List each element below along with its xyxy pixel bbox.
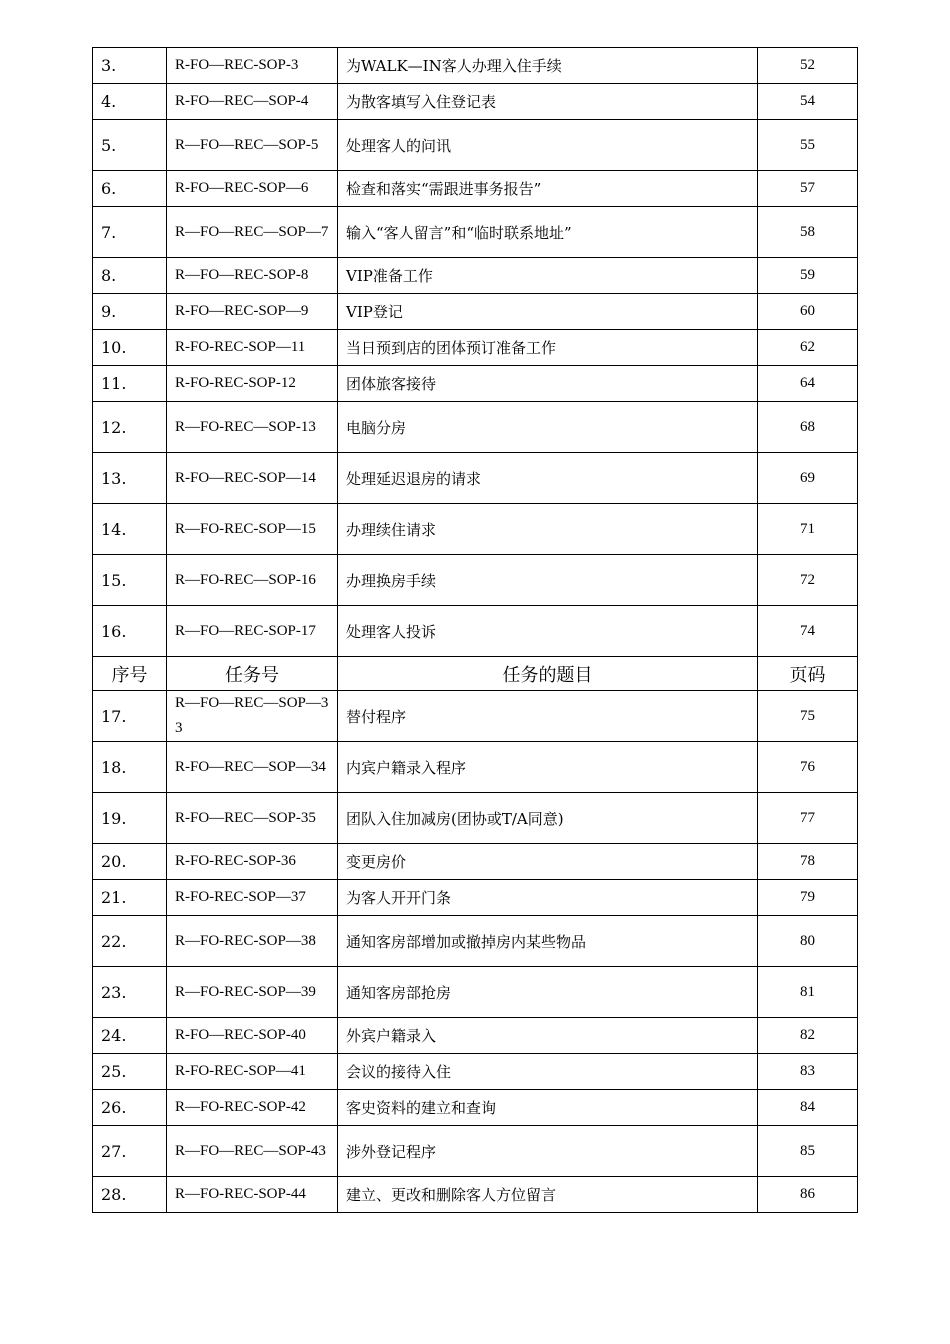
table-row: [93, 1018, 858, 1054]
table-row: [93, 606, 858, 657]
row-number: 23.: [93, 967, 167, 1018]
table-row: [93, 207, 858, 258]
row-number: 19.: [93, 793, 167, 844]
task-title: 处理客人的问讯: [338, 120, 758, 171]
table-row: [93, 691, 858, 742]
table-row: [93, 1177, 858, 1213]
table-row: [93, 258, 858, 294]
table-header-row: [93, 657, 858, 691]
table-row: [93, 916, 858, 967]
task-title: 外宾户籍录入: [338, 1018, 758, 1054]
table-row: [93, 967, 858, 1018]
row-number: 27.: [93, 1126, 167, 1177]
row-number: 13.: [93, 453, 167, 504]
task-title: 通知客房部增加或撤掉房内某些物品: [338, 916, 758, 967]
task-title: 内宾户籍录入程序: [338, 742, 758, 793]
table-row: [93, 171, 858, 207]
page-number: 85: [758, 1126, 858, 1177]
task-title: 办理续住请求: [338, 504, 758, 555]
row-number: 21.: [93, 880, 167, 916]
page-number: 71: [758, 504, 858, 555]
page-number: 86: [758, 1177, 858, 1213]
task-code: R-FO-REC-SOP—11: [167, 330, 338, 366]
task-code: R—FO—REC—SOP-5: [167, 120, 338, 171]
page-number: 60: [758, 294, 858, 330]
row-number: 25.: [93, 1054, 167, 1090]
task-title: 团队入住加减房(团协或T/A同意): [338, 793, 758, 844]
page-number: 57: [758, 171, 858, 207]
row-number: 4.: [93, 84, 167, 120]
table-row: [93, 402, 858, 453]
row-number: 24.: [93, 1018, 167, 1054]
table-row: [93, 555, 858, 606]
page-number: 82: [758, 1018, 858, 1054]
row-number: 28.: [93, 1177, 167, 1213]
table-header-section: [93, 657, 858, 691]
task-code: R—FO-REC-SOP-42: [167, 1090, 338, 1126]
page-number: 76: [758, 742, 858, 793]
row-number: 10.: [93, 330, 167, 366]
task-code: R-FO—REC-SOP-3: [167, 48, 338, 84]
task-title: 为WALK—IN客人办理入住手续: [338, 48, 758, 84]
task-title: 会议的接待入住: [338, 1054, 758, 1090]
task-title: 变更房价: [338, 844, 758, 880]
row-number: 12.: [93, 402, 167, 453]
page-number: 75: [758, 691, 858, 742]
page-number: 64: [758, 366, 858, 402]
table-row: [93, 366, 858, 402]
page-number: 81: [758, 967, 858, 1018]
task-code: R-FO-REC-SOP-12: [167, 366, 338, 402]
page-number: 78: [758, 844, 858, 880]
task-title: 处理客人投诉: [338, 606, 758, 657]
table-row: [93, 120, 858, 171]
table-row: [93, 330, 858, 366]
task-code: R—FO—REC-SOP-8: [167, 258, 338, 294]
task-code: R-FO—REC—SOP-4: [167, 84, 338, 120]
row-number: 9.: [93, 294, 167, 330]
task-title: 当日预到店的团体预订准备工作: [338, 330, 758, 366]
task-code: R-FO-REC-SOP-36: [167, 844, 338, 880]
task-title: 为散客填写入住登记表: [338, 84, 758, 120]
row-number: 8.: [93, 258, 167, 294]
table-row: [93, 1054, 858, 1090]
row-number: 11.: [93, 366, 167, 402]
task-code: R—FO-REC-SOP—39: [167, 967, 338, 1018]
task-title: VIP准备工作: [338, 258, 758, 294]
task-code: R—FO—REC—SOP—7: [167, 207, 338, 258]
page-number: 83: [758, 1054, 858, 1090]
task-title: 电脑分房: [338, 402, 758, 453]
task-code: R—FO-REC—SOP-16: [167, 555, 338, 606]
page-number: 62: [758, 330, 858, 366]
sop-index-table: [92, 47, 858, 1213]
task-code: R—FO-REC-SOP—38: [167, 916, 338, 967]
task-code: R-FO—REC-SOP—9: [167, 294, 338, 330]
task-code: R-FO—REC-SOP-40: [167, 1018, 338, 1054]
task-code: R—FO—REC-SOP-17: [167, 606, 338, 657]
task-code: R—FO-REC-SOP—15: [167, 504, 338, 555]
task-code: R-FO—REC—SOP-35: [167, 793, 338, 844]
task-title: VIP登记: [338, 294, 758, 330]
row-number: 3.: [93, 48, 167, 84]
task-code: R-FO—REC-SOP—14: [167, 453, 338, 504]
table-row: [93, 1126, 858, 1177]
page-number: 68: [758, 402, 858, 453]
table-row: [93, 844, 858, 880]
table-row: [93, 504, 858, 555]
page-number: 59: [758, 258, 858, 294]
task-code: R-FO—REC—SOP—34: [167, 742, 338, 793]
task-code: R—FO—REC—SOP—33: [167, 691, 338, 742]
row-number: 6.: [93, 171, 167, 207]
page-number: 84: [758, 1090, 858, 1126]
table-row: [93, 742, 858, 793]
task-title: 办理换房手续: [338, 555, 758, 606]
row-number: 18.: [93, 742, 167, 793]
row-number: 22.: [93, 916, 167, 967]
page-number: 79: [758, 880, 858, 916]
table-row: [93, 48, 858, 84]
header-num: 序号: [93, 657, 167, 691]
task-title: 涉外登记程序: [338, 1126, 758, 1177]
task-title: 通知客房部抢房: [338, 967, 758, 1018]
page-number: 74: [758, 606, 858, 657]
page-number: 58: [758, 207, 858, 258]
task-title: 客史资料的建立和查询: [338, 1090, 758, 1126]
header-page: 页码: [758, 657, 858, 691]
page-number: 55: [758, 120, 858, 171]
task-title: 为客人开开门条: [338, 880, 758, 916]
task-title: 检查和落实“需跟进事务报告”: [338, 171, 758, 207]
page-number: 77: [758, 793, 858, 844]
task-title: 处理延迟退房的请求: [338, 453, 758, 504]
table-row: [93, 793, 858, 844]
row-number: 17.: [93, 691, 167, 742]
table-row: [93, 1090, 858, 1126]
task-code: R-FO-REC-SOP—41: [167, 1054, 338, 1090]
task-code: R-FO-REC-SOP—37: [167, 880, 338, 916]
task-title: 团体旅客接待: [338, 366, 758, 402]
table-row: [93, 294, 858, 330]
row-number: 20.: [93, 844, 167, 880]
row-number: 16.: [93, 606, 167, 657]
task-code: R—FO—REC—SOP-43: [167, 1126, 338, 1177]
header-title: 任务的题目: [338, 657, 758, 691]
page-number: 52: [758, 48, 858, 84]
row-number: 5.: [93, 120, 167, 171]
task-code: R—FO-REC—SOP-13: [167, 402, 338, 453]
header-code: 任务号: [167, 657, 338, 691]
row-number: 15.: [93, 555, 167, 606]
page-number: 72: [758, 555, 858, 606]
table-row: [93, 84, 858, 120]
table-row: [93, 880, 858, 916]
task-title: 建立、更改和删除客人方位留言: [338, 1177, 758, 1213]
task-title: 替付程序: [338, 691, 758, 742]
task-code: R—FO-REC-SOP-44: [167, 1177, 338, 1213]
page-number: 80: [758, 916, 858, 967]
table-body-bottom: [93, 691, 858, 1213]
row-number: 7.: [93, 207, 167, 258]
page-number: 69: [758, 453, 858, 504]
task-title: 输入“客人留言”和“临时联系地址”: [338, 207, 758, 258]
page-number: 54: [758, 84, 858, 120]
task-code: R-FO—REC-SOP—6: [167, 171, 338, 207]
row-number: 26.: [93, 1090, 167, 1126]
row-number: 14.: [93, 504, 167, 555]
table-row: [93, 453, 858, 504]
table-body-top: [93, 48, 858, 657]
